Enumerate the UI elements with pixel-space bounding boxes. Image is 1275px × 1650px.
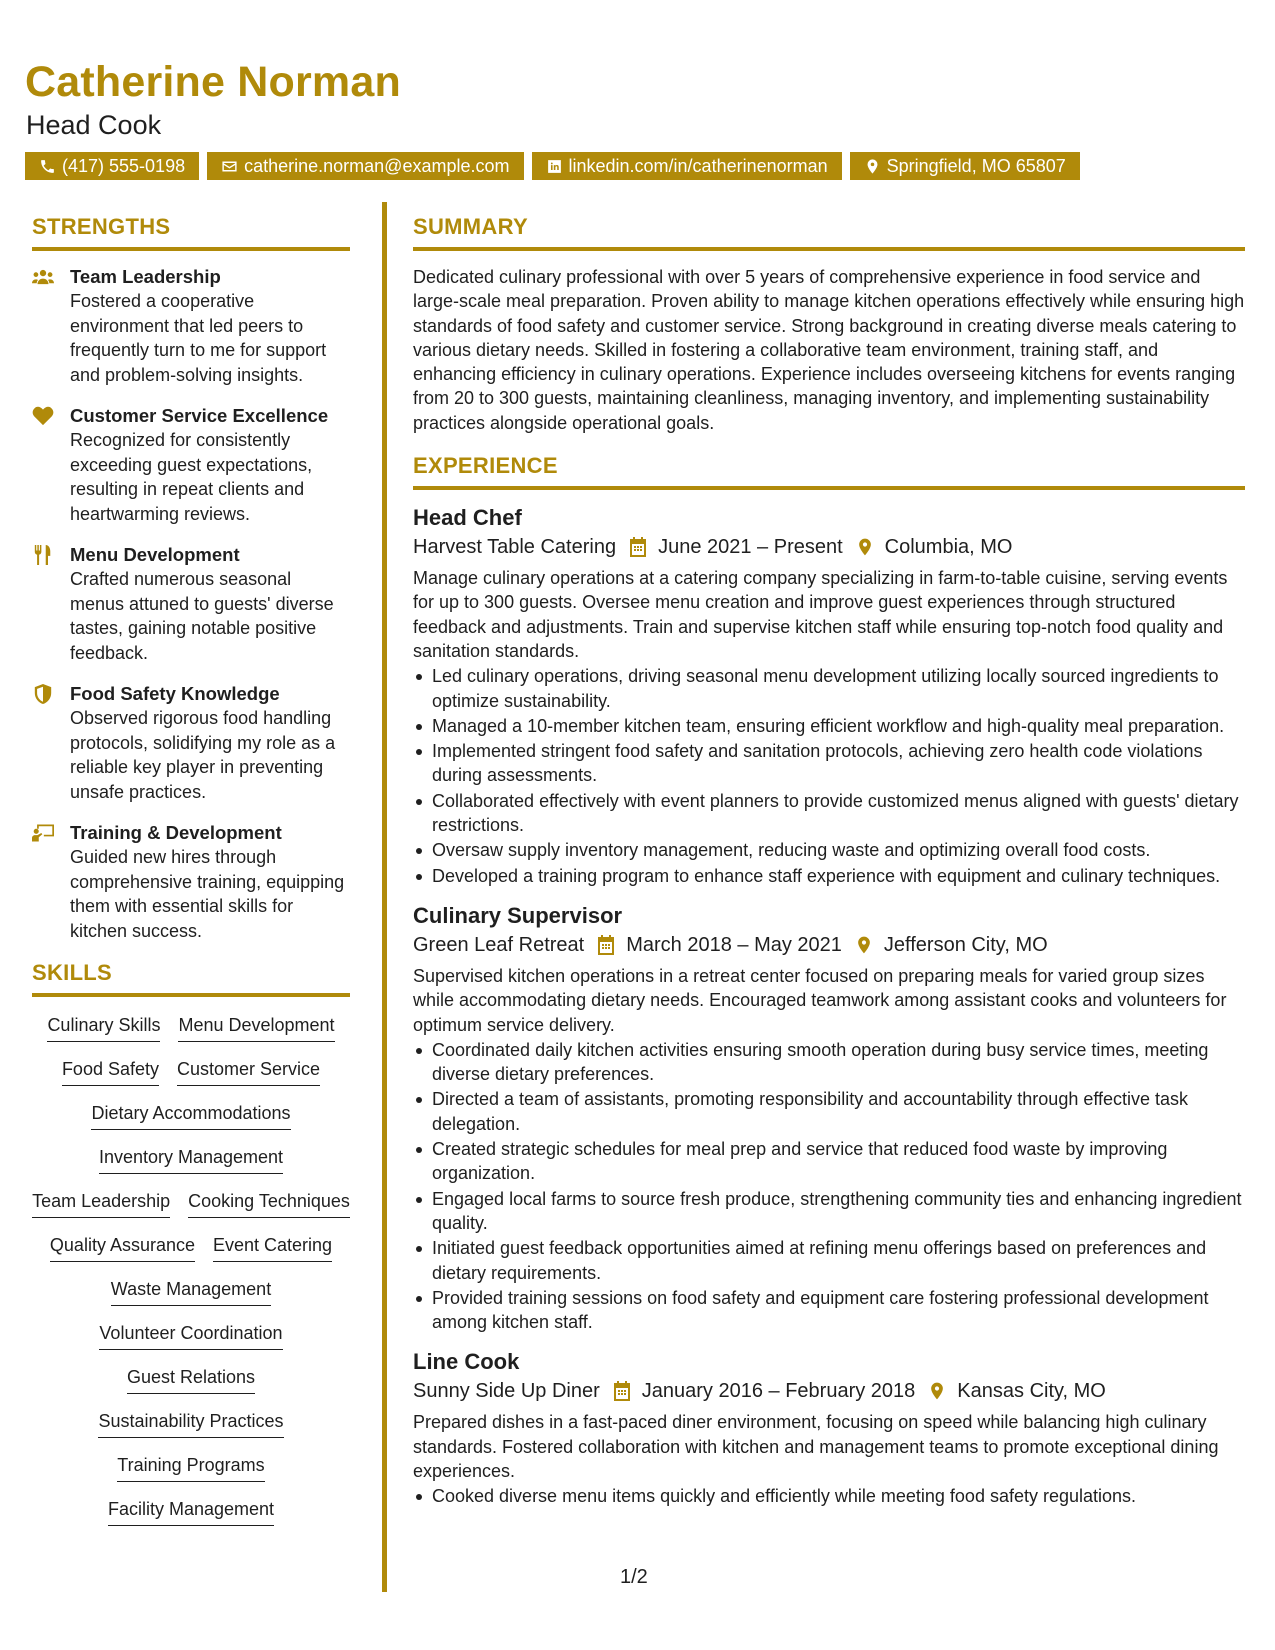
location-text: Springfield, MO 65807: [886, 156, 1066, 176]
skill-tag: Customer Service: [177, 1057, 320, 1086]
map-pin-icon: [854, 935, 874, 955]
job-company: Harvest Table Catering: [413, 536, 617, 559]
strength-item: [32, 821, 350, 943]
calendar-icon: [596, 935, 616, 955]
job-entry: [413, 504, 1245, 888]
list-item: Managed a 10-member kitchen team, ensuring efficient workflow and high-quality meal preparation.: [413, 714, 1245, 738]
location-chip[interactable]: [850, 152, 1080, 180]
job-meta: [413, 532, 1245, 562]
users-icon: [32, 267, 54, 287]
heart-icon: [32, 406, 54, 426]
strength-item: [32, 682, 350, 804]
skill-tag: Food Safety: [62, 1057, 159, 1086]
job-dates: March 2018 – May 2021: [626, 933, 842, 956]
list-item: Created strategic schedules for meal prep and service that reduced food waste by improving organization.: [413, 1137, 1245, 1186]
job-title: Culinary Supervisor: [413, 902, 623, 928]
calendar-icon: [628, 537, 648, 557]
calendar-icon: [612, 1381, 632, 1401]
utensils-icon: [32, 545, 54, 565]
list-item: Oversaw supply inventory management, reducing waste and optimizing overall food costs.: [413, 838, 1245, 862]
list-item: Engaged local farms to source fresh produce, strengthening community ties and enhancing ingredient quality.: [413, 1187, 1245, 1236]
map-pin-icon: [927, 1381, 947, 1401]
skills-list: [32, 1013, 350, 1541]
strength-desc: Fostered a cooperative environment that led peers to frequently turn to me for support and problem-solving insights.: [70, 291, 327, 385]
job-location: Kansas City, MO: [957, 1380, 1106, 1403]
skill-tag: Quality Assurance: [50, 1233, 195, 1262]
right-column: [413, 214, 1245, 1523]
skill-tag: Waste Management: [111, 1277, 271, 1306]
skill-tag: Sustainability Practices: [98, 1409, 283, 1438]
email-text: catherine.norman@example.com: [244, 156, 510, 176]
skills-heading: SKILLS: [32, 960, 350, 997]
phone-text: (417) 555-0198: [62, 156, 186, 176]
candidate-title: Head Cook: [26, 110, 162, 140]
job-bullets: [413, 1038, 1245, 1335]
strengths-heading: STRENGTHS: [32, 214, 350, 251]
map-pin-icon: [864, 158, 881, 175]
skill-tag: Dietary Accommodations: [91, 1101, 290, 1130]
list-item: Provided training sessions on food safety and equipment care fostering professional development among kitchen staff.: [413, 1286, 1245, 1335]
strength-title: Food Safety Knowledge: [70, 683, 280, 704]
linkedin-text: linkedin.com/in/catherinenorman: [568, 156, 828, 176]
job-entry: [413, 902, 1245, 1334]
skill-tag: Training Programs: [117, 1453, 264, 1482]
phone-chip[interactable]: [25, 152, 199, 180]
list-item: Initiated guest feedback opportunities aimed at refining menu offerings based on preferences and dietary requirements.: [413, 1236, 1245, 1285]
strength-desc: Guided new hires through comprehensive training, equipping them with essential skills for kitchen success.: [70, 847, 345, 941]
strength-title: Customer Service Excellence: [70, 405, 329, 426]
candidate-name: Catherine Norman: [25, 58, 401, 106]
strength-item: [32, 265, 350, 387]
skill-tag: Volunteer Coordination: [99, 1321, 282, 1350]
column-divider: [382, 202, 387, 1592]
job-dates: January 2016 – February 2018: [641, 1380, 916, 1403]
job-meta: [413, 930, 1245, 960]
job-meta: [413, 1376, 1245, 1406]
job-entry: [413, 1348, 1245, 1508]
job-location: Jefferson City, MO: [883, 933, 1048, 956]
left-column: [32, 214, 350, 1541]
skill-tag: Guest Relations: [127, 1365, 255, 1394]
linkedin-icon: [546, 158, 563, 175]
job-company: Green Leaf Retreat: [413, 933, 585, 956]
strength-desc: Observed rigorous food handling protocols, solidifying my role as a reliable key player in preventing unsafe practices.: [70, 708, 336, 802]
list-item: Cooked diverse menu items quickly and efficiently while meeting food safety regulations.: [413, 1484, 1245, 1508]
skill-tag: Culinary Skills: [47, 1013, 160, 1042]
job-location: Columbia, MO: [884, 536, 1013, 559]
list-item: Directed a team of assistants, promoting responsibility and accountability through effective task delegation.: [413, 1087, 1245, 1136]
job-description: Prepared dishes in a fast-paced diner environment, focusing on speed while balancing high culinary standards. Fostered collaboration with kitchen and management teams to promote exceptional dining experiences.: [413, 1412, 1219, 1481]
skill-tag: Cooking Techniques: [188, 1189, 350, 1218]
skill-tag: Inventory Management: [99, 1145, 283, 1174]
teacher-icon: [32, 823, 54, 843]
list-item: Implemented stringent food safety and sanitation protocols, achieving zero health code violations during assessments.: [413, 739, 1245, 788]
job-title: Head Chef: [413, 505, 522, 531]
shield-icon: [32, 684, 54, 704]
summary-text: Dedicated culinary professional with over 5 years of comprehensive experience in food service and large-scale meal preparation. Proven ability to manage kitchen operations effectively while ensuring high standards of food safety and customer service. Strong background in creating diverse meals catering to various dietary needs. Skilled in fostering a collaborative team environment, training staff, and enhancing efficiency in culinary operations. Experience includes overseeing kitchens for events ranging from 20 to 300 guests, maintaining cleanliness, managing inventory, and implementing sustainability practices alongside operational goals.: [413, 267, 1245, 433]
strength-item: [32, 404, 350, 526]
job-title: Line Cook: [413, 1349, 520, 1375]
job-description: Manage culinary operations at a catering company specializing in farm-to-table cuisine, serving events for up to 300 guests. Oversee menu creation and improve guest experiences through structured feedback and adjustments. Train and supervise kitchen staff while ensuring top-notch food quality and sanitation standards.: [413, 568, 1228, 661]
email-chip[interactable]: [207, 152, 523, 180]
list-item: Led culinary operations, driving seasonal menu development utilizing locally sourced ingredients to optimize sustainability.: [413, 664, 1245, 713]
envelope-icon: [221, 158, 238, 175]
job-bullets: [413, 664, 1245, 888]
map-pin-icon: [855, 537, 875, 557]
skill-tag: Facility Management: [108, 1497, 274, 1526]
strength-title: Menu Development: [70, 544, 240, 565]
job-dates: June 2021 – Present: [658, 536, 843, 559]
strength-desc: Crafted numerous seasonal menus attuned to guests' diverse tastes, gaining notable positive feedback.: [70, 569, 334, 663]
experience-heading: EXPERIENCE: [413, 453, 1245, 490]
strength-title: Team Leadership: [70, 266, 221, 287]
phone-icon: [39, 158, 56, 175]
skill-tag: Team Leadership: [32, 1189, 170, 1218]
job-bullets: [413, 1484, 1245, 1508]
strength-desc: Recognized for consistently exceeding guest expectations, resulting in repeat clients and heartwarming reviews.: [70, 430, 313, 524]
job-company: Sunny Side Up Diner: [413, 1380, 600, 1403]
strength-item: [32, 543, 350, 665]
skill-tag: Event Catering: [213, 1233, 332, 1262]
list-item: Coordinated daily kitchen activities ensuring smooth operation during busy service times, meeting diverse dietary preferences.: [413, 1038, 1245, 1087]
summary-heading: SUMMARY: [413, 214, 1245, 251]
job-description: Supervised kitchen operations in a retreat center focused on preparing meals for varied group sizes while accommodating dietary needs. Encouraged teamwork among assistant cooks and volunteers for optimum service delivery.: [413, 965, 1227, 1035]
strength-title: Training & Development: [70, 822, 282, 843]
page-number: 1/2: [620, 1566, 648, 1588]
skill-tag: Menu Development: [178, 1013, 334, 1042]
contact-bar: [25, 152, 1080, 180]
list-item: Collaborated effectively with event planners to provide customized menus aligned with guests' dietary restrictions.: [413, 789, 1245, 838]
linkedin-chip[interactable]: [532, 152, 842, 180]
list-item: Developed a training program to enhance staff experience with equipment and culinary techniques.: [413, 864, 1245, 888]
